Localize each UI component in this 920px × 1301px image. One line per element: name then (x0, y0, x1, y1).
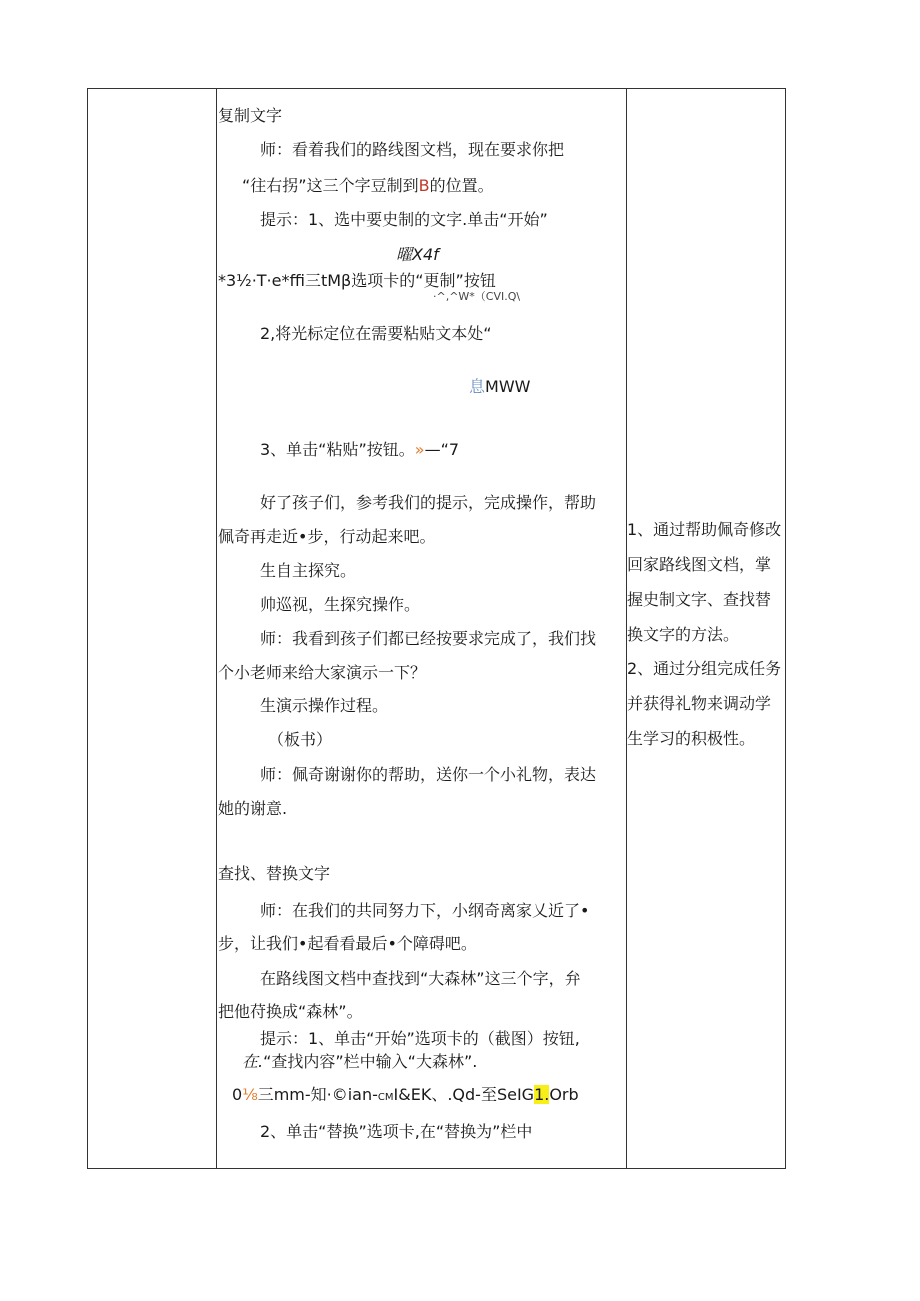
paragraph: 佩奇再走近•步，行动起来吧。 (218, 527, 436, 546)
paragraph: 提示：1、选中要史制的文字.单击“开始” (260, 210, 548, 229)
paragraph: 步，让我们•起看看最后•个障碍吧。 (218, 934, 477, 953)
text-run: “往右拐”这三个字豆制到 (242, 176, 419, 195)
paragraph: 师：我看到孩子们都已经按要求完成了，我们找 (260, 629, 597, 648)
intent-line: 握史制文字、查找替 (627, 590, 772, 609)
intent-line: 1、通过帮助佩奇修改 (627, 520, 782, 539)
intent-line: 并获得礼物来调动学 (627, 694, 772, 713)
text-run: 在. (242, 1052, 264, 1071)
text-run: ⅛ (242, 1085, 258, 1104)
paragraph: 2,将光标定位在需要粘贴文本处“ (260, 324, 492, 343)
text-run: “查找内容”栏中输入“大森林”. (263, 1052, 478, 1071)
paragraph (242, 176, 494, 196)
text-run: MWW (485, 377, 531, 396)
intent-line: 换文字的方法。 (627, 625, 740, 644)
garbled-text: *3½·T·e*ffi三tMβ选项卡的“更制”按钮 (218, 271, 496, 290)
paragraph: 2、单击“替换”选项卡,在“替换为”栏中 (260, 1122, 533, 1141)
text-run: 的位置。 (429, 176, 494, 195)
paragraph: 个小老师来给大家演示一下？ (218, 663, 427, 682)
highlighted-text: 1. (534, 1085, 550, 1104)
text-run: 0 (232, 1085, 243, 1104)
paragraph: 她的谢意. (218, 799, 288, 818)
paragraph: 帅巡视，生探究操作。 (260, 595, 421, 614)
intent-line: 2、通过分组完成任务 (627, 659, 782, 678)
section-title-find-replace: 查找、替换文字 (218, 864, 331, 883)
paragraph: 生自主探究。 (260, 561, 357, 580)
paragraph: 师：在我们的共同努力下，小纲奇离家乂近了• (260, 901, 590, 920)
marker-arrow: » (414, 440, 425, 459)
text-run: I&EK、.Qd-至SeIG (393, 1085, 535, 1104)
paragraph: 在路线图文档中查找到“大森林”这三个字，弁 (260, 969, 581, 988)
paragraph (260, 440, 459, 460)
text-run: 3、单击“粘贴”按钮。 (260, 440, 415, 459)
text-run: —“7 (424, 440, 460, 459)
marker-b: B (418, 176, 430, 195)
text-run: CM (377, 1092, 394, 1103)
section-title-copy: 复制文字 (218, 106, 283, 125)
marker-icon: 息 (469, 377, 486, 396)
paragraph: （板书） (268, 730, 333, 749)
teaching-process-cell (217, 89, 626, 1168)
garbled-text (469, 377, 530, 397)
text-run: 三mm-知·©ian- (257, 1085, 378, 1104)
garbled-text: 曜X4f (396, 245, 439, 264)
paragraph: 把他苻换成“森林”。 (218, 1002, 363, 1021)
paragraph: 好了孩子们，参考我们的提示，完成操作，帮助 (260, 493, 597, 512)
left-cell (88, 89, 216, 1168)
garbled-small-text: ·^,^W*（CVI.Q\ (433, 290, 521, 303)
paragraph: 师：看着我们的路线图文档，现在要求你把 (260, 140, 565, 159)
intent-line: 生学习的积极性。 (627, 729, 756, 748)
lesson-table (87, 88, 786, 1169)
paragraph: 生演示操作过程。 (260, 696, 389, 715)
intent-line: 回家路线图文档，掌 (627, 555, 772, 574)
design-intent-cell (627, 89, 785, 1168)
paragraph: 提示：1、单击“开始”选项卡的（截图）按钮, (260, 1029, 580, 1048)
paragraph: 师：佩奇谢谢你的帮助，送你一个小礼物，表达 (260, 765, 597, 784)
text-run: Orb (549, 1085, 579, 1104)
garbled-text (232, 1085, 579, 1108)
paragraph (242, 1052, 477, 1072)
